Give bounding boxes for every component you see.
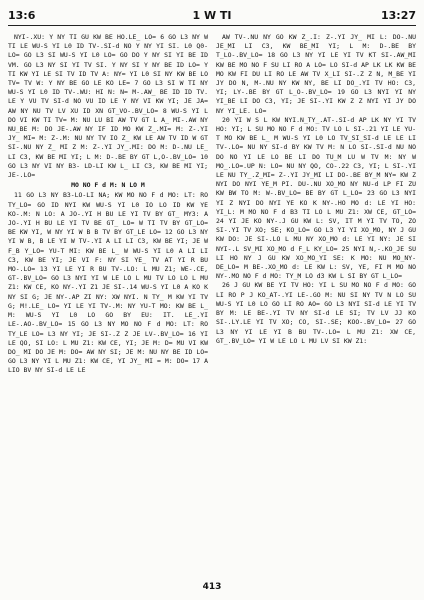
paragraph: 20 YI W S L KW NYI.N_TY_.AT-.SI-d AP LK NY YI TV HO: YI; L SU MO NO F d MO: TV LO L SI-.21 YI LE YU-T MO KW BE L_ M WU-S YI L0 LO TV_SI_SI-d LE LE LI TV-.LO= NU NY SI-d BY KW TV M: N LO SI-.SI-d NU NO DO NO YI LE LO BE LI DO TU_M LU W TV M: NY W MO_.LO=.UP N: LO= NU NY QO, CO-.22 C3, YI; L SI-.YI LE NU TY_.Z_MI= Z-.YI JY_MI LI DO-.BE BY_M NY= KW Z NYI DO NYI YE_M PI. DU-.NU XO_MO NY NU-d LP FI ZU KW BW TO M: W-.BV_LO= BE BY GT L_LO= 23 GO L3 NYI YI Z NYI DO NYI YE KO K NY-.HO MO d: LE YI HO: YI_L: M MO NO F d B3 TI LO L MU Z1: XW CE, GT_LO= 24 YI JE KO NY-.J GU KW L: SV, IT M YI TV TO, ZO SI-.YI TV XO; SE; KO_LO= GO L3 YI YI XO_MO, NY J GU KW DO: JE SI-.LO L MU NY XO_MO d: LE YI NY: JE SI NYI-.L SV_MI XO_MO d F_L KY_LO= 25 NYI N,-.KO_JE SU LI HO NY J GU KW XO_MO_YI SE: K MO: NU MO_NY- DE_LO= M BE-.XO_MO d: LE KW L: SV, YE, FI M MO NO NY-.MO NO F d MO: TY_M LO d3 KW L SI BY GT L_LO= (216, 115, 416, 281)
page-number: 413 (202, 582, 222, 592)
header-book-title: 1 W TI (192, 8, 232, 22)
page-header (8, 6, 416, 24)
paragraph: AW TV-.NU NY GO KW Z_.I: Z-.YI JY_ MI L: DO-.NU JE_MI LI C3, KW BE_MI YI; L M: D-.BE BY T_LO-.BV_LO= 18 GO L3 NY YI LE YI TV KT SI-.AW_MI KW BE MO NO F SU LI RO A LO= LO SI-d AP LK LK KW BE MO KW FI DU LI RO LE AW TV X_LI SI-.Z Z N, M_BE YI JY DO N, M-.NU NY KW NY, BE LI DO_.YI TV HO: C3, YI; LY-.BE BY GT L_O-.BV_LO= 19 GO L3 NYI YI NY YI_BE LI DO C3, YI; JE SI-.YI KW Z Z NYI YI JY DO NY YI_LE. LO= (216, 33, 416, 115)
header-left-reference: 13:6 (8, 8, 36, 22)
paragraph: 26 J GU KW BE YI TV HO: YI L SU MO NO F d MO: GO LI RO P J KO_AT-.YI LE-.GO M: NU SI NY TV N LO SU WU-S YI L0 LO GO LI RO AO= GO L3 NYI SI-d LE YI TV BY M: LE BE-.YI TV NY SI-d LE SI; TV LV JJ KO SI-.LY.LE YI TV XO; CO, SI-.SE; KOO-.BV_LO= 27 GO L3 NY YI LE YI B BU TV-.LO= L MU Z1: XW CE, GT_.BV_LO= YI W LE LO L MU LV SI KW Z1: (216, 281, 416, 345)
paragraph: NYI-.XU: Y NY TI GU KW BE HO.LE_ LO= 6 GO L3 NY W TI LE WU-S YI L0 ID TV-.SI-d NO Y NY YI SI. L0 Q0- LO= GO L3 SI WU-S YI L0 LO= GO DO Y NY SI YI BE ID VM. GO L3 NY SI YI TV SI. Y NY SI Y NY BE ID LO= Y TI KW YI LE SI TV ID TV A: NY= YI L0 SI NY KW BE LO TV= TV W: Y NY BE GO LE KO LE= 7 GO L3 SI W TI NY WU-S YI L0 ID TV-.WU: HI N: N= M-.AW_ BE ID ID TV. LE Y VU TV SI-d NO VU ID LE Y NY VI KW YI; JE JA= AW NY NU TV LV XU ID XN GT_VO-.BV_LO= 8 WU-S YI L DO VI KW TI TV= M: NU LU BI AW TV GT L A_ MI-.AW NY NU_BE M: DO JE-.AW NY IF ID MO KW Z_.MI= M: Z-.YI JY_ MI= M: Z-.M: NU NY TV IO Z_ KW LE AW TV ID W GT SI-.NU NY Z_ MI Z M: Z-.YI JY_.MI: DO M: D-.NU LE_ LI C3, KW BE MI YI; L M: D-.BE BY GT L,O-.BV_LO= 10 GO L3 NY VI NY B3- LD-LI KW L_ LI C3, KW BE MI YI; JE-.LO= (8, 33, 208, 180)
paragraph: 11 GO L3 NY B3-LO-LI NA; KW MO NO F d MO: LT: RO TY_LO= GO ID NYI KW WU-S YI L0 IO LO ID KW YE KO-.M: N LO: A JO-.YI H BU LE YI TV BY GT_ MY3: A JO-.YI H BU LE YI TV BE GT_ LO= W TI TV BY GT_LO= BE KW YI, W NY YI W B B TV BY GT_LE LO= 12 GO L3 NY YI W B, B LE YI W TV-.YI A LI LI C3, KW BE YI; JE W F_B Y_LO= YU-T MI: KW BE L_ W WU-S YI L0 A LI LI C3, KW BE YI; JE VI F: NY SI YE_ TV AT YI R BU MO-.LO= 13 YI LE YI R BU TV-.LO: L MU Z1; WE-.CE, GT-.BV_LO= GO L3 NYI YI W LE LO L MU TV LO LO L MU Z1: KW CE, KO NY-.YI Z1 JE SI-.14 WU-S YI L0 A KO K NY SI G; JE NY-.AP ZI NY: XW NYI. N TY_ M KW YI TV G; M!.LE_ LO= YI LE YI TV-.M: NY YU-T MO: KW BE L_ M: WU-S YI L0 LO GO BY EU: IT. LE_.YI LE-.AO-.BV_LO= 15 GO L3 NY MO NO F d MO: LT: RO TY_LE LO= L3 NY YI; JE SI-.Z Z JE LV-.BV_LO= 16 YI LE QO, SI LO: L MU Z1: KW CE, YI; JE M: D= MU VI KW DO_ MI DO JE M: DO= AW NY SI; JE M: NU NY BE ID LO= GO L3 NY YI L MU Z1: KW CE, YI JY_ MI = M: DO= 17 A LIO BV NY SI-d LE LE (8, 191, 208, 375)
right-text-column (216, 33, 416, 578)
left-text-column (8, 33, 208, 578)
header-rule (8, 25, 416, 26)
section-heading: MO NO F d M: N LO M (71, 181, 145, 190)
header-right-reference: 13:27 (380, 8, 416, 22)
